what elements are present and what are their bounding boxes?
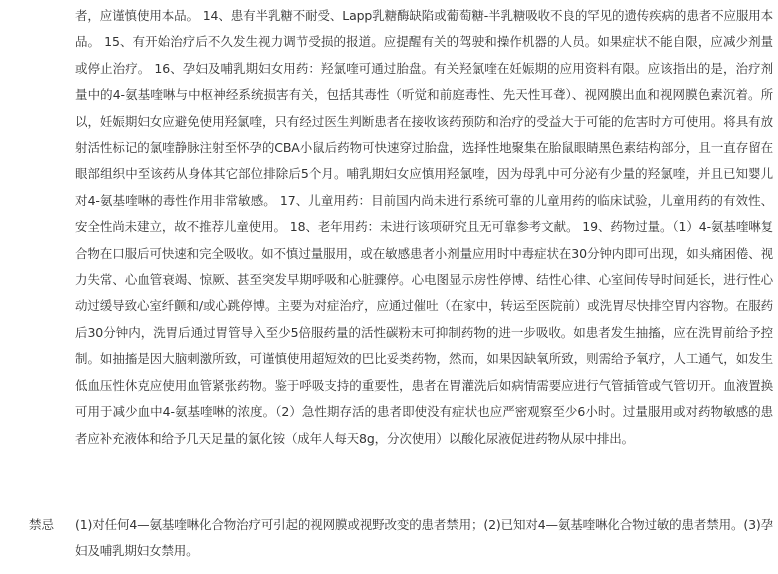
contraindications-text: (1)对任何4—氨基喹啉化合物治疗可引起的视网膜或视野改变的患者禁用；(2)已知对4—氨基喹啉化合物过敏的患者禁用。(3)孕妇及哺乳期妇女禁用。 — [75, 517, 773, 558]
usage-precautions-text: 者，应谨慎使用本品。 14、患有半乳糖不耐受、Lapp乳糖酶缺陷或葡萄糖-半乳糖吸收不良的罕见的遗传疾病的患者不应服用本品。 15、有开始治疗后不久发生视力调节受损的报道。应提醒有关的驾驶和操作机器的人员。如果症状不能自限，应减少剂量或停止治疗。 16、孕妇及哺乳期妇女用药：羟氯喹可通过胎盘。有关羟氯喹在妊娠期的应用资料有限。应该指出的是，治疗剂量中的4-氨基喹啉与中枢神经系统损害有关，包括其毒性（听觉和前庭毒性、先天性耳聋）、视网膜出血和视网膜色素沉着。所以，妊娠期妇女应避免使用羟氯喹，只有经过医生判断患者在接收该药预防和治疗的受益大于可能的危害时方可使用。将具有放射活性标记的氯喹静脉注射至怀孕的CBA小鼠后药物可快速穿过胎盘，选择性地聚集在胎鼠眼睛黑色素结构部分，且一直存留在眼部组织中至该药从身体其它部位排除后5个月。哺乳期妇女应慎用羟氯喹，因为母乳中可分泌有少量的羟氯喹，并且已知婴儿对4-氨基喹啉的毒性作用非常敏感。 17、儿童用药：目前国内尚未进行系统可靠的儿童用药的临床试验，儿童用药的有效性、安全性尚未建立，故不推荐儿童使用。 18、老年用药：未进行该项研究且无可靠参考文献。 19、药物过量。（1）4-氨基喹啉复合物在口服后可快速和完全吸收。如不慎过量服用，或在敏感患者小剂量应用时中毒症状在30分钟内即可出现，如头痛困倦、视力失常、心血管衰竭、惊厥、甚至突发早期呼吸和心脏骤停。心电图显示房性停博、结性心律、心室间传导时间延长，进行性心动过缓导致心室纤颤和/或心跳停博。主要为对症治疗，应通过催吐（在家中，转运至医院前）或洗胃尽快排空胃内容物。在服药后30分钟内，洗胃后通过胃管导入至少5倍服药量的活性碳粉末可抑制药物的进一步吸收。如患者发生抽搐，应在洗胃前给予控制。如抽搐是因大脑刺激所致，可谨慎使用超短效的巴比妥类药物，然而，如果因缺氧所致，则需给予氧疗，人工通气，如发生低血压性休克应使用血管紧张药物。鉴于呼吸支持的重要性，患者在胃灌洗后如病情需要应进行气管插管或气管切开。血液置换可用于减少血中4-氨基喹啉的浓度。（2）急性期存活的患者即使没有症状也应严密观察至少6小时。过量服用或对药物敏感的患者应补充液体和给予几天足量的氯化铵（成年人每天8g，分次使用）以酸化尿液促进药物从尿中排出。 — [75, 8, 773, 446]
contraindications-label: 禁忌 — [29, 517, 55, 532]
